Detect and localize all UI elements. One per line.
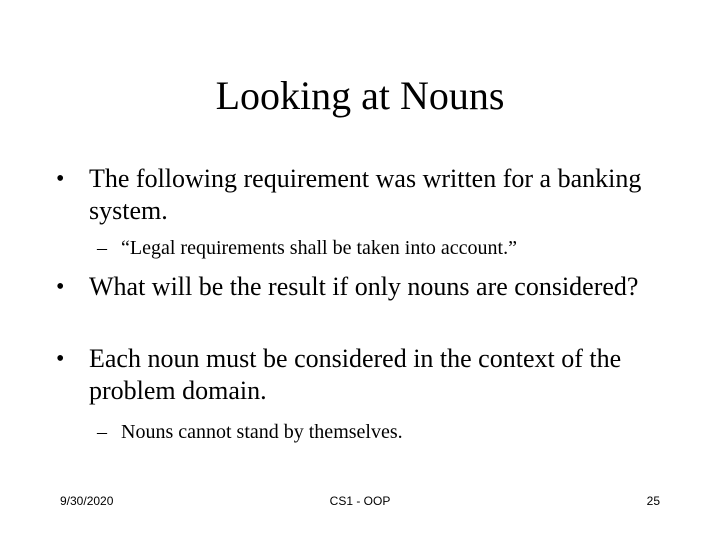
bullet-item [56, 343, 676, 407]
dash-icon: – [97, 237, 107, 259]
sub-bullet-text: “Legal requirements shall be taken into account.” [121, 237, 517, 259]
sub-bullet-item [97, 419, 697, 445]
bullet-icon: • [56, 346, 65, 372]
sub-bullet-text: Nouns cannot stand by themselves. [121, 421, 403, 443]
footer-date: 9/30/2020 [60, 494, 114, 508]
footer-course: CS1 - OOP [329, 494, 391, 508]
bullet-item [56, 163, 676, 227]
bullet-text: Each noun must be considered in the context of the problem domain. [89, 344, 622, 405]
bullet-text: What will be the result if only nouns are considered? [89, 272, 639, 301]
bullet-icon: • [56, 274, 65, 300]
bullet-text: The following requirement was written for a banking system. [89, 164, 642, 225]
dash-icon: – [97, 421, 107, 443]
sub-bullet-item [97, 235, 697, 261]
footer-page-number: 25 [646, 494, 660, 508]
bullet-icon: • [56, 166, 65, 192]
slide-title: Looking at Nouns [215, 73, 505, 118]
bullet-item [56, 271, 676, 303]
